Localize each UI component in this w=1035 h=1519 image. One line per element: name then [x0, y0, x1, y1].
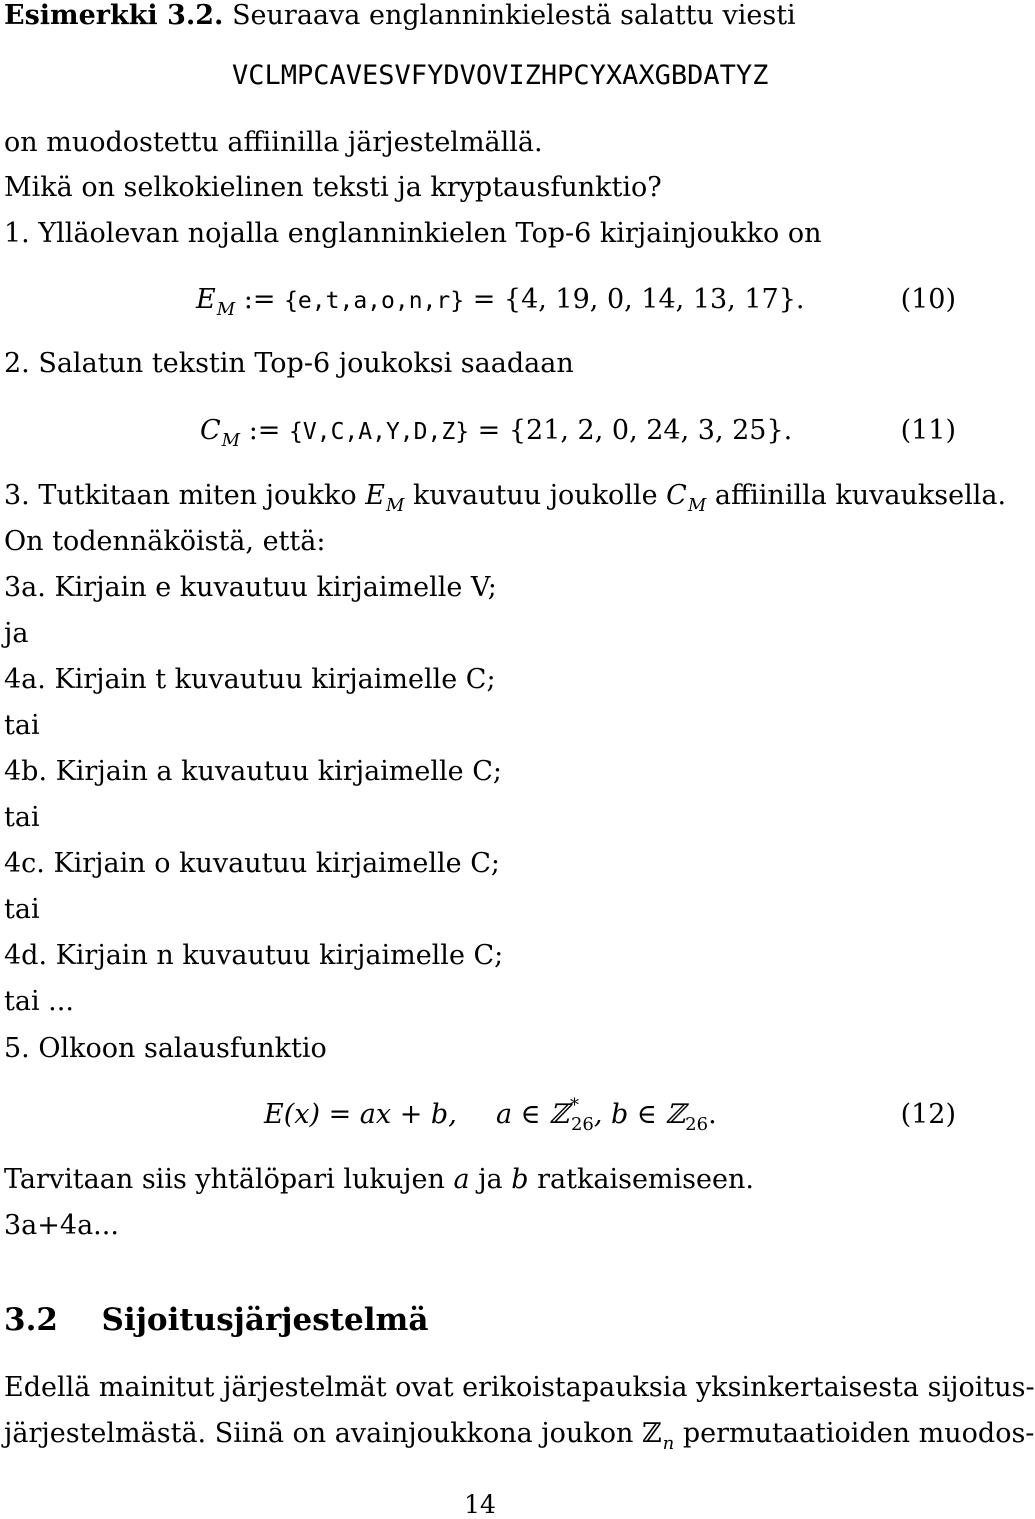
needs-text-a: Tarvitaan siis yhtälöpari lukujen	[4, 1164, 445, 1195]
case-line: tai	[4, 894, 40, 925]
step3-text-b: kuvautuu joukolle	[412, 480, 658, 511]
needs-text-mid: ja	[478, 1164, 503, 1195]
combo-line: 3a+4a...	[4, 1210, 119, 1241]
integers-symbol: ℤ	[641, 1418, 662, 1449]
integers-sub: n	[662, 1433, 675, 1454]
step3-c-sub: M	[687, 495, 707, 516]
case-line: 4d. Kirjain n kuvautuu kirjaimelle C;	[4, 940, 504, 971]
case-line: tai ...	[4, 986, 74, 1017]
example-intro: Seuraava englanninkielestä salattu viesti	[232, 0, 796, 31]
step3-text-d: affiinilla kuvauksella.	[714, 480, 1007, 511]
text-line-2: Mikä on selkokielinen teksti ja kryptausfunktio?	[4, 172, 662, 203]
paragraph-line-2	[4, 1418, 1034, 1453]
eq12-a-member: a ∈ ℤ	[495, 1099, 569, 1130]
eq12-end: .	[708, 1099, 717, 1130]
eq11-lhs: C	[200, 415, 221, 446]
equation-10	[196, 284, 804, 319]
eq10-number: (10)	[900, 284, 956, 315]
eq10-letter-set: {e,t,a,o,n,r}	[284, 288, 465, 314]
needs-var-b: b	[511, 1164, 529, 1195]
example-label: Esimerkki 3.2.	[4, 0, 224, 31]
ciphertext: VCLMPCAVESVFYDVOVIZHPCYXAXGBDATYZ	[232, 60, 769, 91]
case-line: tai	[4, 802, 40, 833]
step-2: 2. Salatun tekstin Top-6 joukoksi saadaan	[4, 348, 574, 379]
case-line: 4b. Kirjain a kuvautuu kirjaimelle C;	[4, 756, 502, 787]
case-line: 3a. Kirjain e kuvautuu kirjaimelle V;	[4, 572, 497, 603]
eq12-function: E(x) = ax + b,	[264, 1099, 457, 1130]
needs-var-a: a	[453, 1164, 470, 1195]
eq11-sub: M	[221, 430, 241, 451]
section-title: Sijoitusjärjestelmä	[101, 1302, 429, 1338]
eq12-number: (12)	[900, 1099, 956, 1130]
case-line: 4a. Kirjain t kuvautuu kirjaimelle C;	[4, 664, 496, 695]
eq10-assign: :=	[243, 284, 276, 315]
needs-line	[4, 1164, 754, 1196]
eq11-assign: :=	[248, 415, 281, 446]
step-5: 5. Olkoon salausfunktio	[4, 1033, 327, 1064]
eq12-a-sub: 26	[570, 1114, 594, 1135]
step-1: 1. Ylläolevan nojalla englanninkielen Top-6 kirjainjoukko on	[4, 218, 822, 249]
eq12-a-sup: *	[569, 1095, 579, 1116]
text-line-1: on muodostettu affiinilla järjestelmällä.	[4, 127, 543, 158]
eq10-sub: M	[216, 299, 236, 320]
paragraph-text-b: permutaatioiden muodos-	[682, 1418, 1035, 1449]
likely-line: On todennäköistä, että:	[4, 526, 326, 557]
example-heading-line	[4, 0, 796, 32]
eq10-lhs: E	[196, 284, 216, 315]
eq10-number-set: {4, 19, 0, 14, 13, 17}.	[503, 284, 805, 315]
eq12-b-sub: 26	[685, 1114, 709, 1135]
eq11-letter-set: {V,C,A,Y,D,Z}	[289, 419, 470, 445]
step3-e-sub: M	[385, 495, 405, 516]
case-line: tai	[4, 710, 40, 741]
eq12-b-member: , b ∈ ℤ	[593, 1099, 686, 1130]
step3-e: E	[365, 480, 385, 511]
section-heading	[4, 1300, 428, 1340]
eq11-equals: =	[477, 415, 501, 446]
equation-12	[264, 1095, 717, 1135]
step3-c: C	[666, 480, 687, 511]
paragraph-text-a: järjestelmästä. Siinä on avainjoukkona joukon	[4, 1418, 634, 1449]
eq10-equals: =	[472, 284, 496, 315]
page-number: 14	[464, 1490, 496, 1519]
section-number: 3.2	[4, 1302, 58, 1338]
case-line: 4c. Kirjain o kuvautuu kirjaimelle C;	[4, 848, 500, 879]
eq11-number-set: {21, 2, 0, 24, 3, 25}.	[508, 415, 793, 446]
step3-text-a: 3. Tutkitaan miten joukko	[4, 480, 357, 511]
needs-text-b: ratkaisemiseen.	[537, 1164, 754, 1195]
eq11-number: (11)	[900, 415, 956, 446]
case-line: ja	[4, 618, 29, 649]
step-3	[4, 480, 1006, 515]
paragraph-line-1: Edellä mainitut järjestelmät ovat erikoistapauksia yksinkertaisesta sijoitus-	[4, 1372, 1035, 1403]
equation-11	[200, 415, 792, 450]
